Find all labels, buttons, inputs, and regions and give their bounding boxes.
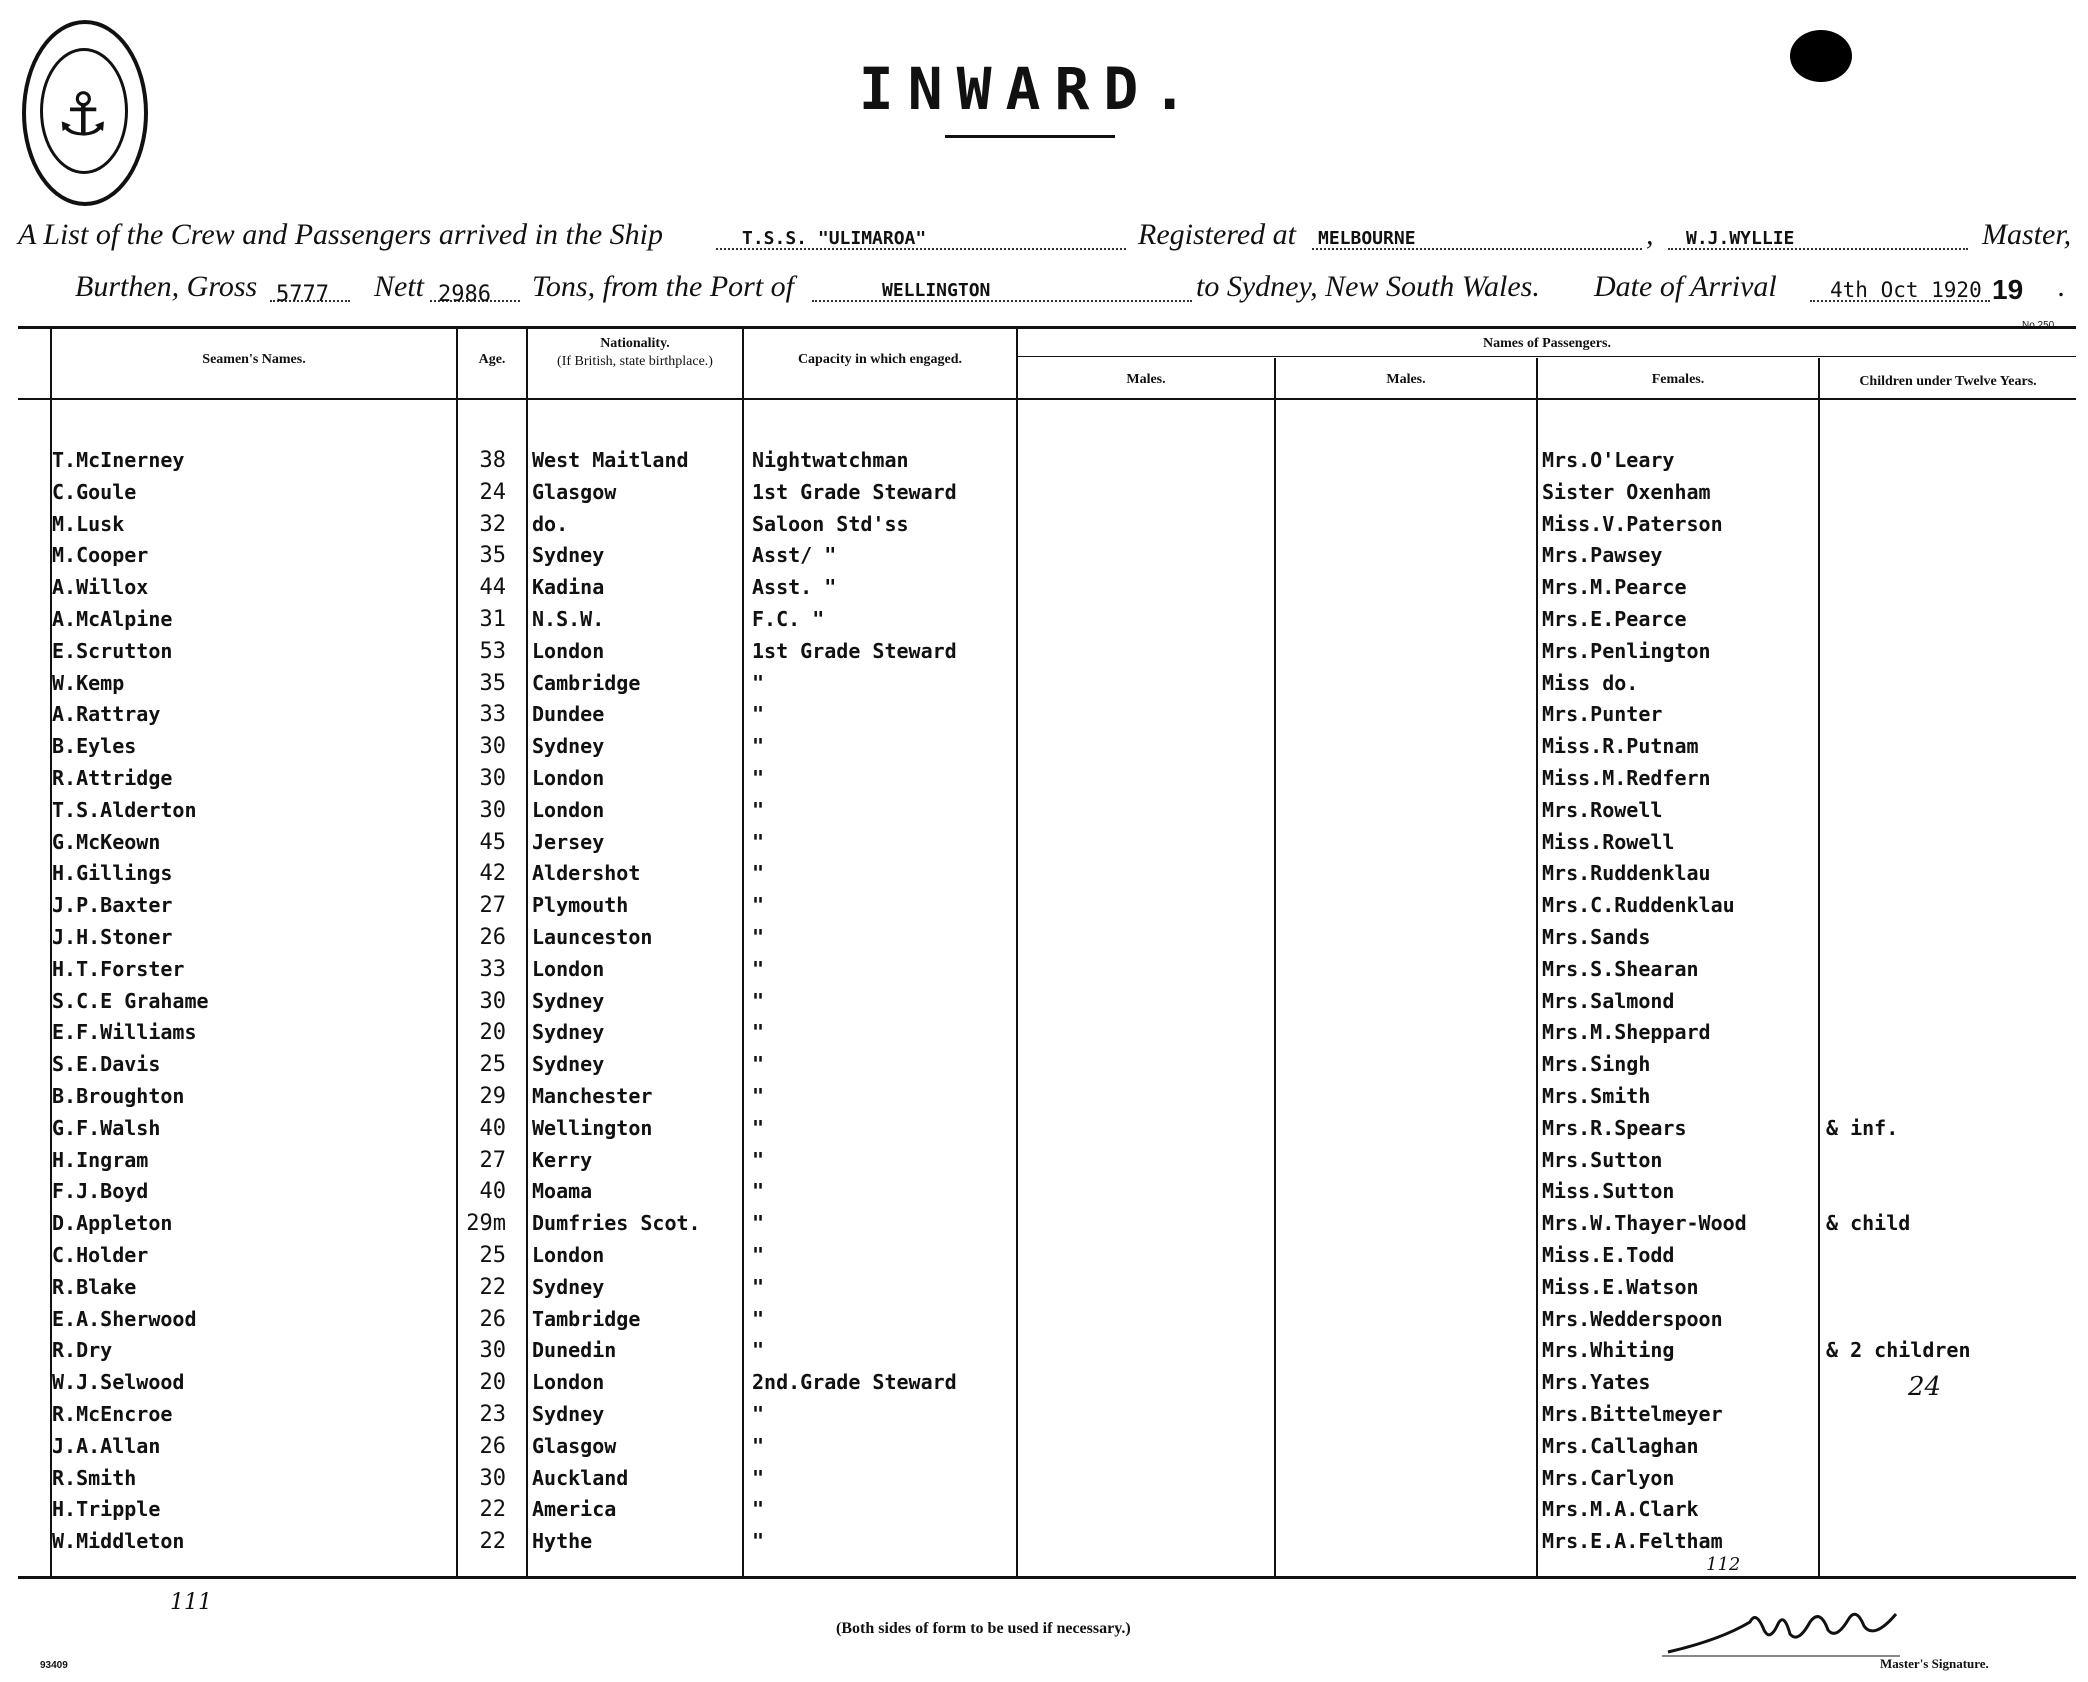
passenger-female: Mrs.S.Shearan: [1542, 957, 1699, 981]
master-label: Master,: [1982, 218, 2072, 251]
passenger-female: Mrs.E.Pearce: [1542, 607, 1687, 631]
seaman-name: M.Cooper: [52, 543, 149, 567]
seaman-name: C.Holder: [52, 1243, 149, 1267]
seaman-age: 31: [479, 607, 506, 632]
seaman-name: S.E.Davis: [52, 1052, 161, 1076]
passenger-female: Mrs.Smith: [1542, 1084, 1651, 1108]
crew-count-note: 111: [170, 1590, 212, 1615]
seaman-age: 27: [479, 893, 506, 918]
seaman-age: 32: [479, 512, 506, 537]
seaman-capacity: ": [752, 1434, 765, 1458]
seaman-age: 42: [479, 861, 506, 886]
seaman-capacity: ": [752, 1529, 765, 1553]
col-males-2: Males.: [1386, 372, 1426, 387]
passenger-female: Mrs.Whiting: [1542, 1338, 1675, 1362]
seaman-capacity: ": [752, 1338, 765, 1362]
seaman-name: D.Appleton: [52, 1211, 173, 1235]
seaman-age: 53: [479, 639, 506, 664]
passenger-female: Miss.E.Watson: [1542, 1275, 1699, 1299]
seaman-capacity: ": [752, 1179, 765, 1203]
seaman-age: 30: [479, 766, 506, 791]
seaman-name: E.F.Williams: [52, 1020, 197, 1044]
seaman-name: B.Broughton: [52, 1084, 185, 1108]
passenger-children: & child: [1826, 1211, 1911, 1235]
seaman-nationality: London: [532, 1243, 605, 1267]
passenger-female: Miss.R.Putnam: [1542, 734, 1699, 758]
col-age: Age.: [478, 352, 506, 367]
date-label: Date of Arrival: [1594, 270, 1777, 303]
seaman-name: R.Smith: [52, 1466, 137, 1490]
seaman-age: 20: [479, 1020, 506, 1045]
seaman-name: S.C.E Grahame: [52, 989, 209, 1013]
seaman-name: W.Middleton: [52, 1529, 185, 1553]
seaman-capacity: ": [752, 1466, 765, 1490]
passenger-female: Mrs.M.Sheppard: [1542, 1020, 1711, 1044]
seaman-capacity: ": [752, 957, 765, 981]
seaman-nationality: Dunedin: [532, 1338, 617, 1362]
seaman-age: 30: [479, 1338, 506, 1363]
seaman-capacity: ": [752, 1307, 765, 1331]
seaman-name: H.Gillings: [52, 861, 173, 885]
seaman-nationality: Kerry: [532, 1148, 593, 1172]
col-males-1: Males.: [1126, 372, 1166, 387]
seaman-capacity: 1st Grade Steward: [752, 480, 957, 504]
seaman-age: 30: [479, 1466, 506, 1491]
to-sydney-label: to Sydney, New South Wales.: [1196, 270, 1540, 303]
seaman-nationality: Manchester: [532, 1084, 653, 1108]
seaman-nationality: Sydney: [532, 543, 605, 567]
seaman-capacity: ": [752, 671, 765, 695]
seaman-capacity: ": [752, 702, 765, 726]
seaman-nationality: Moama: [532, 1179, 593, 1203]
col-seamen: Seamen's Names.: [202, 352, 306, 367]
seaman-capacity: F.C. ": [752, 607, 825, 631]
nett-label: Nett: [374, 270, 424, 303]
seaman-age: 27: [479, 1148, 506, 1173]
year-suffix: 19: [1992, 274, 2024, 305]
seaman-nationality: do.: [532, 512, 569, 536]
seaman-age: 33: [479, 957, 506, 982]
gross-tons: 5777: [276, 282, 329, 307]
seaman-capacity: ": [752, 1116, 765, 1140]
seaman-capacity: ": [752, 766, 765, 790]
seaman-nationality: Sydney: [532, 989, 605, 1013]
seaman-age: 29m: [466, 1211, 506, 1236]
seaman-capacity: ": [752, 830, 765, 854]
passenger-female: Mrs.Salmond: [1542, 989, 1675, 1013]
col-children: Children under Twelve Years.: [1859, 374, 2037, 389]
seaman-name: A.McAlpine: [52, 607, 173, 631]
tons-from-label: Tons, from the Port of: [532, 270, 794, 303]
seaman-age: 30: [479, 734, 506, 759]
seaman-nationality: Glasgow: [532, 480, 617, 504]
seaman-capacity: ": [752, 989, 765, 1013]
passenger-female: Miss.Sutton: [1542, 1179, 1675, 1203]
passenger-female: Mrs.Yates: [1542, 1370, 1651, 1394]
passenger-female: Mrs.Callaghan: [1542, 1434, 1699, 1458]
col-nationality-sub: (If British, state birthplace.): [557, 354, 713, 369]
registered-port: MELBOURNE: [1318, 228, 1416, 249]
seaman-nationality: Auckland: [532, 1466, 629, 1490]
passenger-female: Mrs.Bittelmeyer: [1542, 1402, 1723, 1426]
seaman-name: C.Goule: [52, 480, 137, 504]
passenger-female: Miss.E.Todd: [1542, 1243, 1675, 1267]
seaman-nationality: Plymouth: [532, 893, 629, 917]
seaman-name: A.Willox: [52, 575, 149, 599]
seaman-nationality: Dundee: [532, 702, 605, 726]
passenger-female: Mrs.Wedderspoon: [1542, 1307, 1723, 1331]
seaman-age: 26: [479, 1307, 506, 1332]
seaman-name: J.P.Baxter: [52, 893, 173, 917]
passenger-female: Miss.M.Redfern: [1542, 766, 1711, 790]
seaman-nationality: Glasgow: [532, 1434, 617, 1458]
passenger-female: Mrs.E.A.Feltham: [1542, 1529, 1723, 1553]
seaman-nationality: Hythe: [532, 1529, 593, 1553]
seaman-nationality: Tambridge: [532, 1307, 641, 1331]
seaman-capacity: ": [752, 1497, 765, 1521]
seaman-nationality: Sydney: [532, 1402, 605, 1426]
footer-note: (Both sides of form to be used if necessary.): [836, 1620, 1131, 1637]
passenger-female: Miss.Rowell: [1542, 830, 1675, 854]
seaman-capacity: ": [752, 1148, 765, 1172]
seaman-nationality: Aldershot: [532, 861, 641, 885]
seaman-capacity: ": [752, 893, 765, 917]
seaman-age: 22: [479, 1529, 506, 1554]
seaman-capacity: ": [752, 1275, 765, 1299]
seaman-nationality: Kadina: [532, 575, 605, 599]
seaman-age: 23: [479, 1402, 506, 1427]
passenger-female: Mrs.M.A.Clark: [1542, 1497, 1699, 1521]
passenger-female: Mrs.Pawsey: [1542, 543, 1663, 567]
passenger-female: Mrs.Ruddenklau: [1542, 861, 1711, 885]
from-port: WELLINGTON: [882, 280, 991, 301]
seaman-capacity: ": [752, 1052, 765, 1076]
passenger-female: Miss.V.Paterson: [1542, 512, 1723, 536]
registered-label: Registered at: [1138, 218, 1297, 251]
seaman-capacity: ": [752, 1020, 765, 1044]
seaman-name: B.Eyles: [52, 734, 137, 758]
seaman-capacity: ": [752, 798, 765, 822]
page-title: INWARD.: [858, 55, 1202, 123]
col-females: Females.: [1651, 372, 1705, 387]
master-signature: [1660, 1600, 1910, 1660]
passenger-female: Mrs.O'Leary: [1542, 448, 1675, 472]
seaman-age: 22: [479, 1497, 506, 1522]
passenger-children: & inf.: [1826, 1116, 1899, 1140]
seaman-capacity: 1st Grade Steward: [752, 639, 957, 663]
burthen-label: Burthen, Gross: [75, 270, 258, 303]
seaman-age: 45: [479, 830, 506, 855]
seaman-capacity: ": [752, 1211, 765, 1235]
seaman-name: H.Ingram: [52, 1148, 149, 1172]
seaman-name: J.H.Stoner: [52, 925, 173, 949]
seaman-name: T.S.Alderton: [52, 798, 197, 822]
seaman-age: 26: [479, 925, 506, 950]
header-prefix: A List of the Crew and Passengers arrived in the Ship: [18, 218, 663, 251]
passenger-children: & 2 children: [1826, 1338, 1971, 1362]
seaman-age: 20: [479, 1370, 506, 1395]
seaman-capacity: ": [752, 1243, 765, 1267]
seaman-name: R.McEncroe: [52, 1402, 173, 1426]
title-underline: [945, 135, 1115, 138]
seaman-age: 40: [479, 1116, 506, 1141]
seaman-name: W.J.Selwood: [52, 1370, 185, 1394]
passenger-female: Mrs.Singh: [1542, 1052, 1651, 1076]
seaman-age: 38: [479, 448, 506, 473]
seaman-age: 35: [479, 543, 506, 568]
seaman-nationality: London: [532, 766, 605, 790]
anchor-icon: ⚓: [56, 80, 110, 150]
seaman-name: G.McKeown: [52, 830, 161, 854]
seaman-age: 40: [479, 1179, 506, 1204]
seaman-age: 29: [479, 1084, 506, 1109]
passenger-female: Mrs.W.Thayer-Wood: [1542, 1211, 1747, 1235]
seaman-age: 26: [479, 1434, 506, 1459]
seaman-nationality: Sydney: [532, 1275, 605, 1299]
seaman-age: 30: [479, 989, 506, 1014]
form-code: 93409: [40, 1660, 68, 1671]
seaman-name: R.Blake: [52, 1275, 137, 1299]
nett-tons: 2986: [438, 282, 491, 307]
seaman-capacity: 2nd.Grade Steward: [752, 1370, 957, 1394]
col-nationality: Nationality.: [600, 336, 670, 351]
seaman-capacity: ": [752, 1084, 765, 1108]
seaman-age: 22: [479, 1275, 506, 1300]
seaman-nationality: America: [532, 1497, 617, 1521]
seaman-age: 44: [479, 575, 506, 600]
col-passengers: Names of Passengers.: [1483, 336, 1611, 351]
passenger-female: Mrs.C.Ruddenklau: [1542, 893, 1735, 917]
seaman-nationality: West Maitland: [532, 448, 689, 472]
passenger-female: Mrs.Sands: [1542, 925, 1651, 949]
seaman-nationality: Sydney: [532, 1052, 605, 1076]
passenger-female: Sister Oxenham: [1542, 480, 1711, 504]
signature-label: Master's Signature.: [1880, 1656, 1989, 1671]
seaman-capacity: ": [752, 925, 765, 949]
seaman-nationality: Launceston: [532, 925, 653, 949]
passenger-female: Mrs.Rowell: [1542, 798, 1663, 822]
seaman-name: R.Dry: [52, 1338, 113, 1362]
seaman-capacity: Saloon Std'ss: [752, 512, 909, 536]
seaman-name: T.McInerney: [52, 448, 185, 472]
header-comma: ,: [1646, 218, 1654, 251]
seaman-nationality: Cambridge: [532, 671, 641, 695]
seaman-nationality: London: [532, 957, 605, 981]
seaman-nationality: London: [532, 1370, 605, 1394]
seaman-capacity: ": [752, 1402, 765, 1426]
seaman-age: 33: [479, 702, 506, 727]
seaman-name: R.Attridge: [52, 766, 173, 790]
seaman-capacity: ": [752, 734, 765, 758]
seaman-name: G.F.Walsh: [52, 1116, 161, 1140]
females-count-note: 112: [1706, 1554, 1741, 1575]
seaman-name: W.Kemp: [52, 671, 125, 695]
seaman-name: F.J.Boyd: [52, 1179, 149, 1203]
seaman-nationality: Sydney: [532, 1020, 605, 1044]
seaman-name: M.Lusk: [52, 512, 125, 536]
ship-name: T.S.S. "ULIMAROA": [742, 228, 927, 249]
seaman-age: 30: [479, 798, 506, 823]
seaman-name: E.A.Sherwood: [52, 1307, 197, 1331]
passenger-female: Mrs.R.Spears: [1542, 1116, 1687, 1140]
seaman-name: H.T.Forster: [52, 957, 185, 981]
seaman-capacity: Asst. ": [752, 575, 837, 599]
seaman-age: 25: [479, 1243, 506, 1268]
arrival-date: 4th Oct 1920: [1830, 278, 1982, 302]
seaman-age: 24: [479, 480, 506, 505]
passenger-female: Mrs.Penlington: [1542, 639, 1711, 663]
master-name: W.J.WYLLIE: [1686, 228, 1795, 249]
seaman-capacity: Nightwatchman: [752, 448, 909, 472]
passenger-female: Mrs.Sutton: [1542, 1148, 1663, 1172]
seaman-name: J.A.Allan: [52, 1434, 161, 1458]
children-count-note: 24: [1908, 1372, 1942, 1402]
seaman-nationality: London: [532, 798, 605, 822]
seaman-nationality: Dumfries Scot.: [532, 1211, 701, 1235]
seaman-age: 35: [479, 671, 506, 696]
passenger-female: Mrs.Carlyon: [1542, 1466, 1675, 1490]
col-capacity: Capacity in which engaged.: [797, 352, 963, 367]
seaman-nationality: Sydney: [532, 734, 605, 758]
seaman-nationality: Jersey: [532, 830, 605, 854]
seaman-name: A.Rattray: [52, 702, 161, 726]
seaman-nationality: Wellington: [532, 1116, 653, 1140]
seaman-name: H.Tripple: [52, 1497, 161, 1521]
passenger-female: Miss do.: [1542, 671, 1639, 695]
header-period: .: [2058, 270, 2066, 303]
seaman-nationality: London: [532, 639, 605, 663]
passenger-female: Mrs.M.Pearce: [1542, 575, 1687, 599]
seaman-age: 25: [479, 1052, 506, 1077]
seaman-nationality: N.S.W.: [532, 607, 605, 631]
seaman-name: E.Scrutton: [52, 639, 173, 663]
ink-blot: [1790, 30, 1852, 82]
seaman-capacity: ": [752, 861, 765, 885]
passenger-female: Mrs.Punter: [1542, 702, 1663, 726]
seaman-capacity: Asst/ ": [752, 543, 837, 567]
